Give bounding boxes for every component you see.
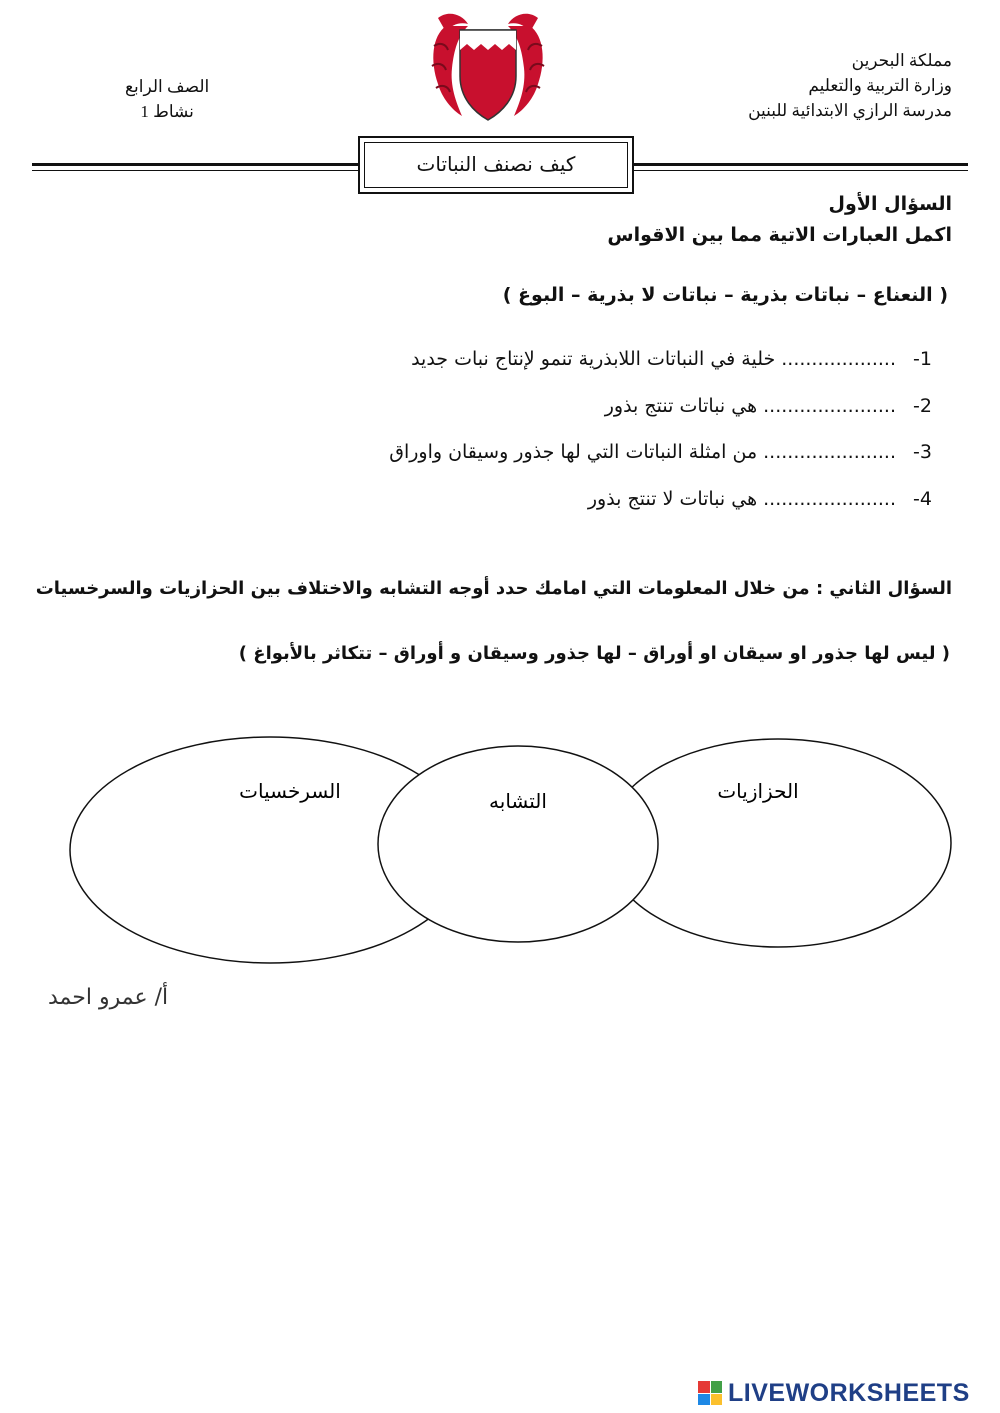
venn-diagram [0,700,1000,980]
item-text: من امثلة النباتات التي لها جذور وسيقان واوراق [389,441,758,463]
activity-label: نشاط 1 [140,102,194,121]
logo-square [711,1381,723,1393]
item-number: 2- [913,395,932,417]
school-name: مدرسة الرازي الابتدائية للبنين [748,101,952,120]
question1-label: السؤال الأول [828,193,952,215]
ferns-label: السرخسيات [239,779,341,803]
answer-blank-2[interactable]: ...................... [763,395,896,417]
teacher-name: أ/ عمرو احمد [48,985,169,1010]
logo-square [698,1381,710,1393]
bahrain-emblem-icon [428,6,548,128]
logo-square [698,1394,710,1406]
page-title: كيف نصنف النباتات [416,152,576,176]
similarity-label: التشابه [489,789,547,813]
item-text: هي نباتات تنتج بذور [604,395,758,417]
school-info [748,48,952,123]
item-text: خلية في النباتات اللابذرية تنمو لإنتاج نبات جديد [411,348,776,370]
grade-label: الصف الرابع [125,77,210,96]
ministry-name: وزارة التربية والتعليم [808,76,952,95]
logo-square [711,1394,723,1406]
question1-item-4 [588,488,932,510]
liveworksheets-logo-icon [698,1381,722,1405]
question1-instruction: اكمل العبارات الاتية مما بين الاقواس [607,224,952,246]
question1-item-1 [411,348,932,370]
liveworksheets-footer [698,1378,970,1408]
item-number: 1- [913,348,932,370]
item-number: 3- [913,441,932,463]
answer-blank-3[interactable]: ...................... [763,441,896,463]
similarity-circle[interactable] [378,746,658,942]
kingdom-name: مملكة البحرين [851,51,952,70]
title-frame [358,136,634,194]
question2-word-bank: ( ليس لها جذور او سيقان او أوراق – لها جذور وسيقان و أوراق – تتكاثر بالأبواغ ) [238,643,950,664]
question1-item-3 [389,441,932,463]
class-info [125,74,209,124]
mosses-label: الحزازيات [717,779,799,803]
question2-label: السؤال الثاني : من خلال المعلومات التي امامك حدد أوجه التشابه والاختلاف بين الحزازيات والسرخسيات [35,578,952,599]
item-text: هي نباتات لا تنتج بذور [587,488,758,510]
question1-item-2 [605,395,932,417]
liveworksheets-brand: LIVEWORKSHEETS [728,1378,970,1407]
item-number: 4- [913,488,932,510]
answer-blank-4[interactable]: ...................... [763,488,896,510]
answer-blank-1[interactable]: ................... [781,348,896,370]
question1-word-bank: ( النعناع – نباتات بذرية – نباتات لا بذرية – البوغ ) [502,284,948,306]
